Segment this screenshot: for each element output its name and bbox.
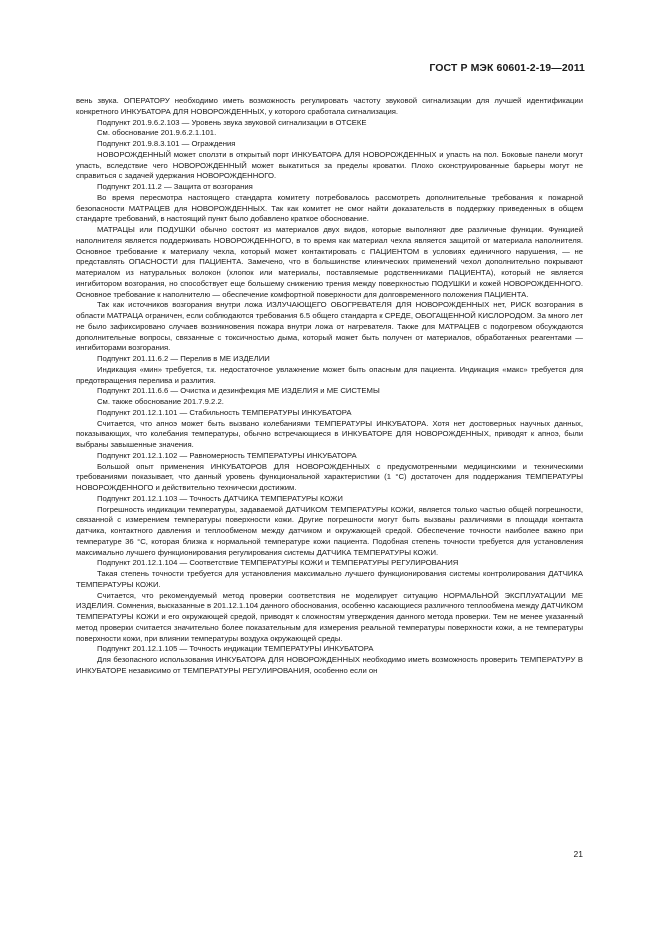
paragraph: Подпункт 201.9.6.2.103 — Уровень звука звуковой сигнализации в ОТСЕКЕ xyxy=(97,117,367,127)
paragraph: Большой опыт применения ИНКУБАТОРОВ ДЛЯ НОВОРОЖДЕННЫХ с предусмотренными медицинскими и техническими требованиями показывает, что данный уровень функциональной характеристики (1 °C) достаточен для поддержания ТЕМПЕРАТУРЫ НОВОРОЖДЕННОГО и действительно технически достижим. xyxy=(76,461,583,492)
paragraph: Считается, что апноэ может быть вызвано колебаниями ТЕМПЕРАТУРЫ ИНКУБАТОРА. Хотя нет достоверных научных данных, показывающих, что колебания температуры, обычно встречающиеся в ИНКУБАТОРЕ ДЛЯ НОВОРОЖДЕННЫХ, приводят к апноэ, были выбраны завышенные значения. xyxy=(76,418,583,449)
document-header xyxy=(429,62,585,74)
document-body xyxy=(76,96,583,677)
paragraph: Такая степень точности требуется для установления максимально лучшего функционирования системы контролирования ДАТЧИКА ТЕМПЕРАТУРЫ КОЖИ. xyxy=(76,569,583,589)
page-number: 21 xyxy=(573,849,583,859)
paragraph: НОВОРОЖДЕННЫЙ может сползти в открытый порт ИНКУБАТОРА ДЛЯ НОВОРОЖДЕННЫХ и упасть на пол. Боковые панели могут упасть, вследствие чего НОВОРОЖДЕННЫЙ может выкатиться за пределы кроватки. Плохо сконструированные барьеры могут не справиться с задачей удержания НОВОРОЖДЕННОГО. xyxy=(76,149,583,181)
paragraph: Подпункт 201.9.8.3.101 — Ограждения xyxy=(97,139,236,148)
paragraph: Подпункт 201.12.1.104 — Соответствие ТЕМПЕРАТУРЫ КОЖИ и ТЕМПЕРАТУРЫ РЕГУЛИРОВАНИЯ xyxy=(97,558,459,568)
paragraph: Подпункт 201.11.6.6 — Очистка и дезинфекция МЕ ИЗДЕЛИЯ и МЕ СИСТЕМЫ xyxy=(97,386,380,396)
paragraph: вень звука. ОПЕРАТОРУ необходимо иметь возможность регулировать частоту звуковой сигнализации для лучшей идентификации конкретного ИНКУБАТОРА ДЛЯ НОВОРОЖДЕННЫХ, у которого сработала сигнализация. xyxy=(76,96,583,116)
paragraph: Считается, что рекомендуемый метод проверки соответствия не моделирует ситуацию НОРМАЛЬНОЙ ЭКСПЛУАТАЦИИ МЕ ИЗДЕЛИЯ. Сомнения, высказанные в 201.12.1.104 данного обоснования, особенно касающиеся различного теплообмена между ДАТЧИКОМ ТЕМПЕРАТУРЫ КОЖИ и его окружающей средой, приводят к сложностям утверждения данного метода проверки. Тем не менее указанный метод проверки считается значительно более показательным для измерения реальной температуры поверхности кожи, а не температуры поверхности кожи, при влиянии температуры воздуха окружающей среды. xyxy=(76,590,583,643)
standard-code: ГОСТ Р МЭК 60601-2-19—2011 xyxy=(429,62,585,74)
paragraph: Для безопасного использования ИНКУБАТОРА ДЛЯ НОВОРОЖДЕННЫХ необходимо иметь возможность проверить ТЕМПЕРАТУРУ В ИНКУБАТОРЕ независимо от ТЕМПЕРАТУРЫ РЕГУЛИРОВАНИЯ, особенно если он xyxy=(76,655,583,675)
paragraph: Подпункт 201.12.1.102 — Равномерность ТЕМПЕРАТУРЫ ИНКУБАТОРА xyxy=(97,450,357,460)
paragraph: Погрешность индикации температуры, задаваемой ДАТЧИКОМ ТЕМПЕРАТУРЫ КОЖИ, является только частью общей погрешности, связанной с измерением температуры поверхности кожи. Другие погрешности могут быть вызваны различиями в площади контакта датчика, контактного давления и теплообменом между датчиком и окружающей средой. Обеспечение точности наиболее важно при температуре 36 °C, которая близка к нормальной температуре кожи пациента. Подобная степень точности требуется для установления максимально лучшего функционирования регулирования системы ДАТЧИКА ТЕМПЕРАТУРЫ КОЖИ. xyxy=(76,504,583,557)
paragraph: Во время пересмотра настоящего стандарта комитету потребовалось рассмотреть дополнительные требования к пожарной безопасности МАТРАЦЕВ для НОВОРОЖДЕННЫХ. Так как комитет не смог найти доказательств в поддержку приведенных в общем стандарте требований, в настоящий пункт было добавлено краткое обоснование. xyxy=(76,192,583,224)
paragraph: Подпункт 201.11.6.2 — Перелив в МЕ ИЗДЕЛИИ xyxy=(97,354,270,363)
paragraph: МАТРАЦЫ или ПОДУШКИ обычно состоят из материалов двух видов, которые выполняют две различные функции. Функцией наполнителя является поддерживать НОВОРОЖДЕННОГО, в то время как материал чехла является защитой от материала наполнителя. Основное требование к материалу чехла, который может контактировать с ПАЦИЕНТОМ в условиях единичного нарушения, — не представлять ОПАСНОСТИ для ПАЦИЕНТА. Замечено, что в большинстве клинических применений чехол дополнительно покрывают материалом из натуральных волокон (хлопок или материалы, поставляемые родственниками ПАЦИЕНТА), который не является ингибитором возгорания, но способствует еще большему снижению трения между поверхностью ПОДУШКИ и кожей НОВОРОЖДЕННОГО. Основное требование к наполнителю — обеспечение комфортной поверхности для долговременного положения ПАЦИЕНТА. xyxy=(76,225,583,299)
paragraph: Подпункт 201.12.1.105 — Точность индикации ТЕМПЕРАТУРЫ ИНКУБАТОРА xyxy=(97,644,374,654)
paragraph: См. также обоснование 201.7.9.2.2. xyxy=(97,397,224,406)
paragraph: Подпункт 201.11.2 — Защита от возгорания xyxy=(97,182,253,191)
paragraph: Индикация «мин» требуется, т.к. недостаточное увлажнение может быть опасным для пациента. Индикация «макс» требуется для предотвращения перелива и разлития. xyxy=(76,364,583,385)
paragraph: Подпункт 201.12.1.103 — Точность ДАТЧИКА ТЕМПЕРАТУРЫ КОЖИ xyxy=(97,493,343,503)
paragraph: См. обоснование 201.9.6.2.1.101. xyxy=(97,128,217,138)
paragraph: Так как источников возгорания внутри ложа ИЗЛУЧАЮЩЕГО ОБОГРЕВАТЕЛЯ ДЛЯ НОВОРОЖДЕННЫХ нет, РИСК возгорания в области МАТРАЦА ограничен, если соблюдаются требования 6.5 общего стандарта к СРЕДЕ, ОБОГАЩЕННОЙ КИСЛОРОДОМ. За много лет не было зафиксировано случаев возникновения пожара внутри ложа от нагревателя. Также для МАТРАЦЕВ с подогревом обсуждаются дополнительные вопросы, связанные с токсичностью дыма, который может быть получен от материалов, обработанных реагентами — ингибиторами возгорания. xyxy=(76,300,583,353)
paragraph: Подпункт 201.12.1.101 — Стабильность ТЕМПЕРАТУРЫ ИНКУБАТОРА xyxy=(97,407,352,417)
